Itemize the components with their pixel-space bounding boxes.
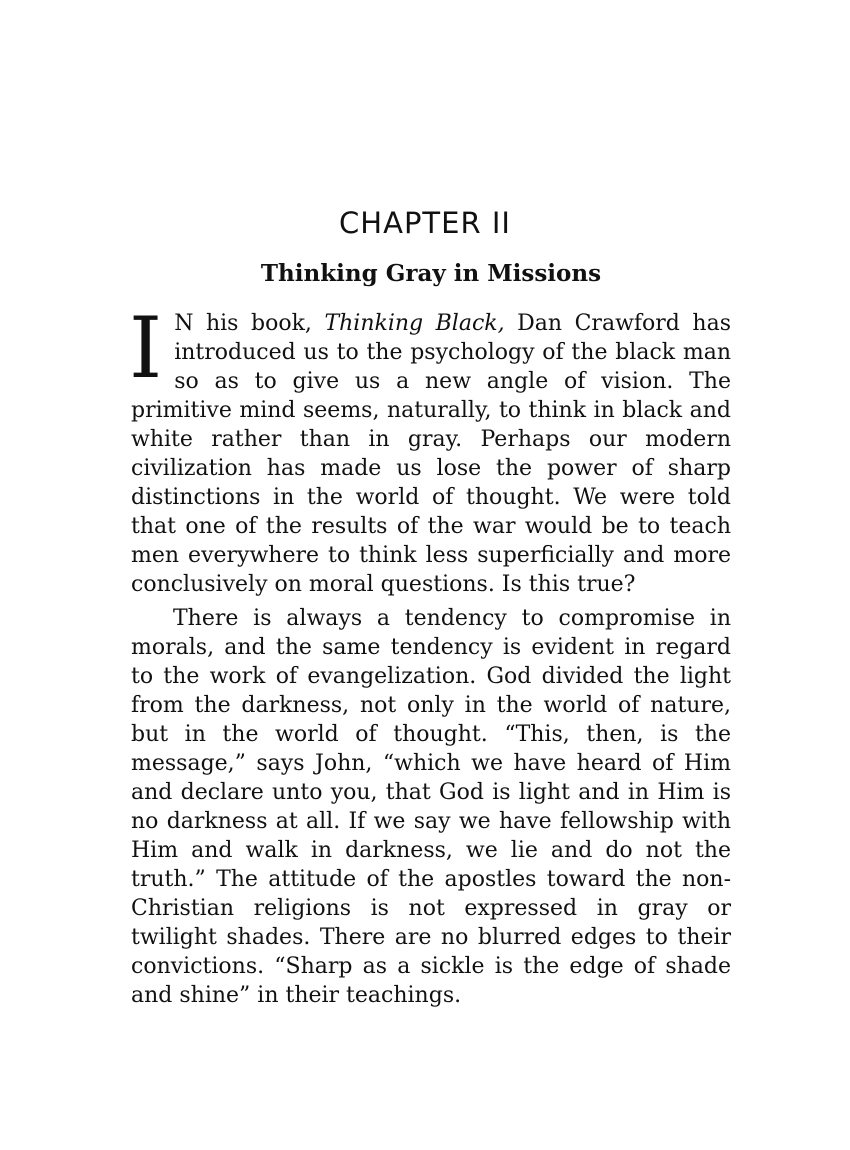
paragraph-1-text-rest: Dan Crawford has introduced us to the psychology of the black man so as to give us a new angle of vision. The primitive mind seems, naturally, to think in black and white rather than in gray. Perhaps our modern civilization has made us lose the power of sharp distinctions in the world of thought. We were told that one of the results of the war would be to teach men everywhere to think less superficially and more conclusively on moral questions. Is this true?: [131, 311, 731, 597]
chapter-heading: CHAPTER II: [339, 206, 511, 240]
paragraph-1: [129, 299, 731, 599]
paragraph-1-text-start: N his book,: [174, 311, 325, 336]
book-title-italic: Thinking Black,: [324, 311, 505, 336]
paragraph-2: There is always a tendency to compromise in morals, and the same tendency is evident in regard to the work of evangelization. God divided the light from the darkness, not only in the world of nature, but in the world of thought. “This, then, is the message,” says John, “which we have heard of Him and declare unto you, that God is light and in Him is no darkness at all. If we say we have fellowship with Him and walk in darkness, we lie and do not the truth.” The attitude of the apostles toward the non-Christian religions is not expressed in gray or twilight shades. There are no blurred edges to their convictions. “Sharp as a sickle is the edge of shade and shine” in their teachings.: [131, 606, 731, 1008]
drop-cap: I: [129, 299, 163, 397]
chapter-body: [129, 299, 731, 1010]
chapter-title: Thinking Gray in Missions: [260, 260, 602, 287]
